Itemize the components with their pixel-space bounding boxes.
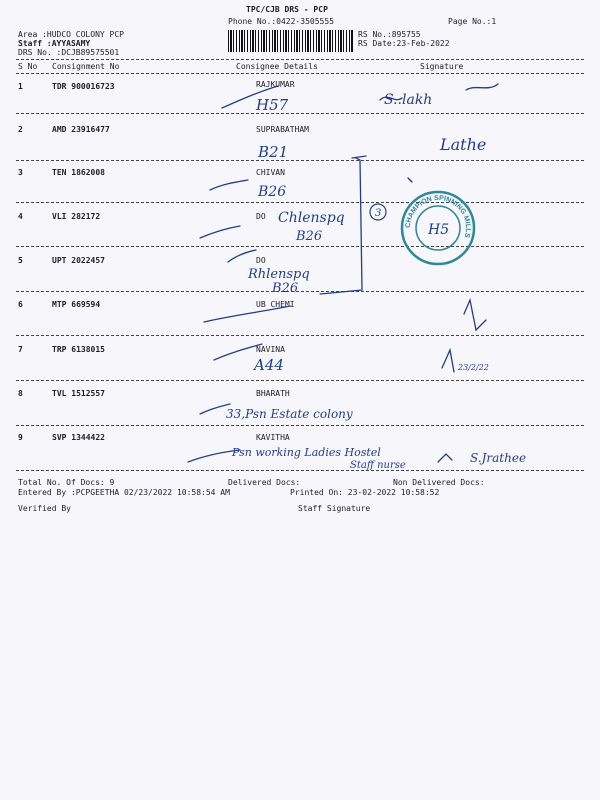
row-sno: 9 — [18, 433, 23, 442]
drs-number: DRS No. :DCJB89575501 — [18, 48, 120, 57]
row-consignment: AMD 23916477 — [52, 125, 110, 134]
row-consignee: SUPRABATHAM — [256, 125, 309, 134]
row-consignee: BHARATH — [256, 389, 290, 398]
handwritten-address: 33,Psn Estate colony — [226, 407, 353, 421]
row-consignee: NAVINA — [256, 345, 285, 354]
handwritten-note: A44 — [254, 356, 284, 374]
row-consignment: TVL 1512557 — [52, 389, 105, 398]
page-number: Page No.:1 — [448, 17, 497, 26]
stamp-text: CHAMPION SPINNING MILLS — [404, 194, 472, 239]
rs-number: RS No.:895755 — [358, 30, 421, 39]
entered-by: Entered By :PCPGEETHA 02/23/2022 10:58:54 AM — [18, 488, 230, 497]
circled-number-text: 3 — [375, 208, 382, 219]
handwritten-note: B26 — [296, 229, 323, 244]
handwritten-note: Rhlenspq — [248, 267, 310, 282]
handwritten-date: 23/2/22 — [458, 363, 489, 372]
col-sno: S No — [18, 62, 38, 71]
pen-stroke — [204, 306, 290, 322]
row-consignment: TRP 6138015 — [52, 345, 105, 354]
pen-stroke — [408, 178, 412, 182]
row-consignment: UPT 2022457 — [52, 256, 105, 265]
row-consignment: TEN 1862008 — [52, 168, 105, 177]
row-sno: 6 — [18, 300, 23, 309]
row-sno: 4 — [18, 212, 23, 221]
row-consignee: DO — [256, 212, 266, 221]
pen-stroke — [210, 180, 248, 190]
row-sno: 1 — [18, 82, 23, 91]
row-consignment: TDR 900016723 — [52, 82, 115, 91]
pen-stroke — [200, 226, 240, 238]
row-consignee: RAJKUMAR — [256, 80, 295, 89]
printed-on: Printed On: 23-02-2022 10:58:52 — [290, 488, 440, 497]
row-sno: 2 — [18, 125, 23, 134]
row-consignee: KAVITHA — [256, 433, 290, 442]
row-sno: 8 — [18, 389, 23, 398]
row-consignment: SVP 1344422 — [52, 433, 105, 442]
row-consignee: UB CHEMI — [256, 300, 295, 309]
staff-signature-label: Staff Signature — [298, 504, 371, 513]
phone-number: Phone No.:0422-3505555 — [228, 17, 334, 26]
row-sno: 5 — [18, 256, 23, 265]
row-consignment: MTP 669594 — [52, 300, 101, 309]
handwritten-signature: S..lakh — [384, 92, 433, 108]
pen-stroke — [466, 84, 498, 90]
row-sno: 3 — [18, 168, 23, 177]
handwritten-note: Chlenspq — [278, 210, 345, 226]
handwritten-note: Staff nurse — [350, 460, 406, 471]
row-consignee: CHIVAN — [256, 168, 285, 177]
pen-stroke — [320, 158, 362, 294]
staff-label: Staff :AYYASAMY — [18, 39, 91, 48]
col-consignee: Consignee Details — [236, 62, 318, 71]
handwritten-signature: S.Jrathee — [470, 451, 527, 465]
pen-stroke — [352, 156, 366, 158]
document-title: TPC/CJB DRS - PCP — [246, 5, 328, 14]
verified-by: Verified By — [18, 504, 71, 513]
col-signature: Signature — [420, 62, 464, 71]
delivered-docs: Delivered Docs: — [228, 478, 301, 487]
pen-stroke — [464, 300, 486, 330]
rs-date: RS Date:23-Feb-2022 — [358, 39, 450, 48]
pen-stroke — [442, 350, 454, 372]
row-consignment: VLI 282172 — [52, 212, 101, 221]
col-consignment: Consignment No — [52, 62, 120, 71]
handwritten-address: Psn working Ladies Hostel — [232, 446, 381, 459]
row-consignee: DO — [256, 256, 266, 265]
row-sno: 7 — [18, 345, 23, 354]
non-delivered-docs: Non Delivered Docs: — [393, 478, 485, 487]
handwritten-signature: Lathe — [440, 135, 487, 154]
handwritten-note: H57 — [256, 96, 289, 114]
total-docs: Total No. Of Docs: 9 — [18, 478, 115, 487]
stamp-initials: H5 — [428, 222, 450, 238]
pen-stroke — [228, 250, 256, 262]
pen-stroke — [438, 454, 452, 462]
handwritten-note: B21 — [258, 143, 289, 161]
handwritten-note: B26 — [258, 184, 287, 200]
handwritten-note: B26 — [272, 281, 299, 296]
area-label: Area :HUDCO COLONY PCP — [18, 30, 124, 39]
company-stamp — [398, 188, 478, 268]
